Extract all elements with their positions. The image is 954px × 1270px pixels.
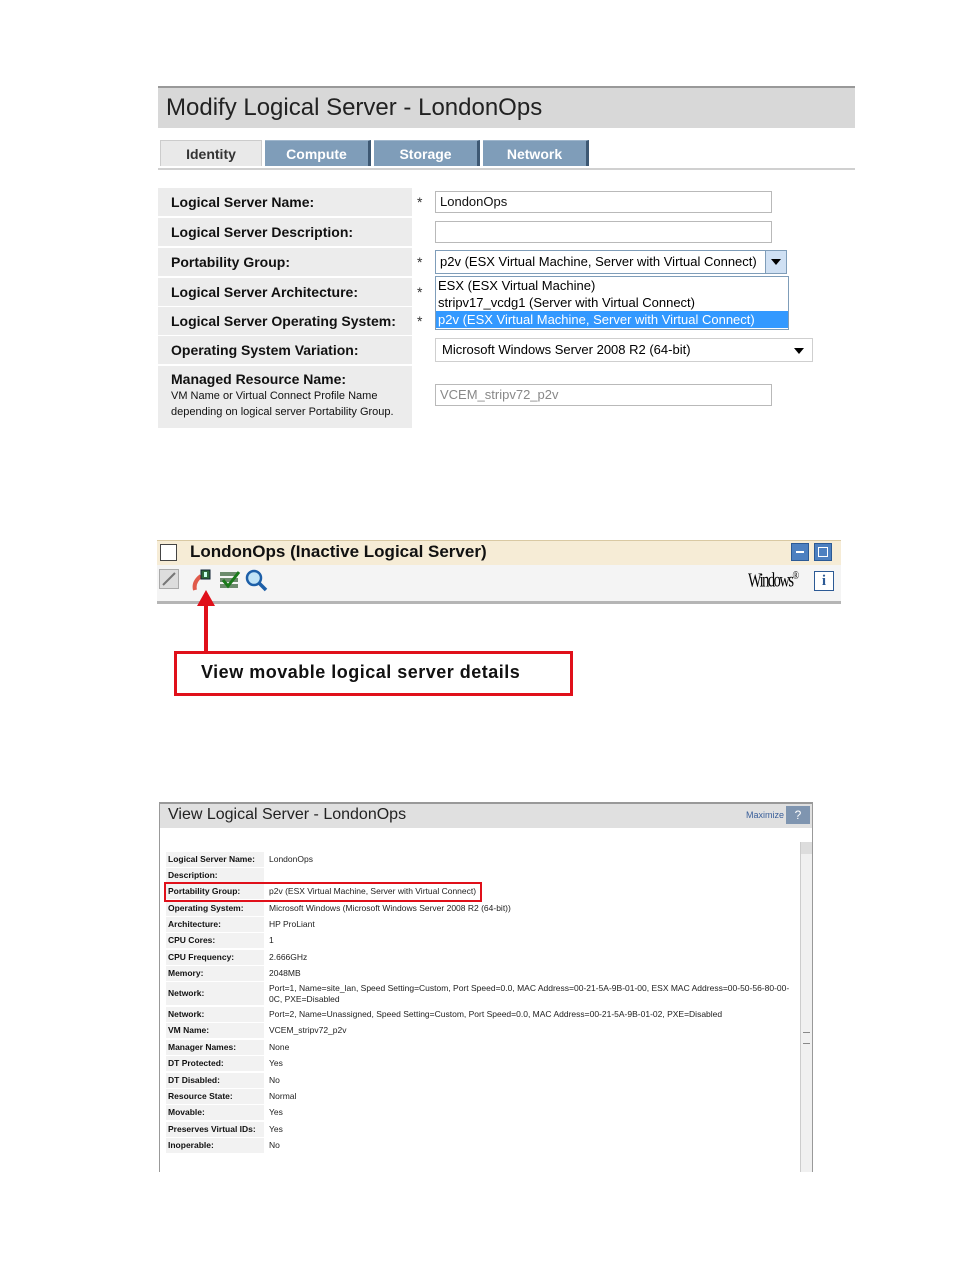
windows-logo-text: Windows bbox=[748, 569, 793, 592]
detail-label: Preserves Virtual IDs: bbox=[166, 1122, 264, 1137]
view-logical-server-panel bbox=[159, 802, 813, 1172]
required-marker: * bbox=[417, 313, 423, 329]
modify-panel-titlebar bbox=[158, 86, 855, 128]
detail-row bbox=[166, 982, 794, 1006]
detail-value: Microsoft Windows (Microsoft Windows Server 2008 R2 (64-bit)) bbox=[269, 903, 511, 913]
tile-title: LondonOps (Inactive Logical Server) bbox=[190, 542, 487, 561]
detail-row bbox=[166, 1023, 794, 1039]
windows-logo bbox=[748, 568, 798, 593]
detail-label: Inoperable: bbox=[166, 1138, 264, 1153]
required-marker: * bbox=[417, 194, 423, 210]
os-variation-label: Operating System Variation: bbox=[158, 336, 412, 364]
detail-row bbox=[166, 950, 794, 966]
detail-row bbox=[166, 1073, 794, 1089]
detail-label: Resource State: bbox=[166, 1089, 264, 1104]
detail-row bbox=[166, 901, 794, 917]
vertical-scrollbar[interactable] bbox=[800, 842, 812, 1172]
detail-value: Port=1, Name=site_lan, Speed Setting=Custom, Port Speed=0.0, MAC Address=00-21-5A-9B-01-00, ESX MAC Address=00-50-56-80-00-0C, PXE=Disabled bbox=[269, 983, 790, 1004]
detail-label: Movable: bbox=[166, 1105, 264, 1120]
detail-value: 2.666GHz bbox=[269, 952, 308, 962]
portability-group-highlight bbox=[164, 882, 482, 902]
tile-header bbox=[157, 540, 841, 565]
managed-resource-input: VCEM_stripv72_p2v bbox=[435, 384, 772, 406]
server-description-input[interactable] bbox=[435, 221, 772, 243]
dropdown-arrow-icon[interactable] bbox=[765, 251, 786, 273]
select-checkbox[interactable] bbox=[160, 544, 177, 561]
tab-storage[interactable]: Storage bbox=[374, 140, 480, 166]
detail-row bbox=[166, 1138, 794, 1154]
detail-label: Portability Group: bbox=[166, 884, 264, 899]
managed-resource-help-2: depending on logical server Portability Group. bbox=[171, 406, 394, 418]
tab-identity[interactable]: Identity bbox=[160, 140, 262, 166]
detail-row bbox=[166, 1122, 794, 1138]
option-esx[interactable]: ESX (ESX Virtual Machine) bbox=[438, 278, 596, 293]
detail-row bbox=[166, 852, 794, 868]
view-panel-title: View Logical Server - LondonOps bbox=[168, 806, 407, 823]
search-icon[interactable] bbox=[243, 567, 269, 593]
maximize-link[interactable]: Maximize bbox=[746, 810, 785, 820]
detail-value: VCEM_stripv72_p2v bbox=[269, 1025, 347, 1035]
option-stripv17[interactable]: stripv17_vcdg1 (Server with Virtual Connect) bbox=[438, 295, 695, 310]
option-p2v[interactable]: p2v (ESX Virtual Machine, Server with Virtual Connect) bbox=[436, 311, 788, 328]
portability-group-selected: p2v (ESX Virtual Machine, Server with Virtual Connect) bbox=[440, 254, 757, 269]
detail-row bbox=[166, 1056, 794, 1072]
detail-value: p2v (ESX Virtual Machine, Server with Virtual Connect) bbox=[269, 886, 477, 896]
callout-arrow bbox=[196, 590, 216, 652]
portability-group-label: Portability Group: bbox=[158, 248, 412, 276]
detail-value: Yes bbox=[269, 1058, 283, 1068]
detail-label: Memory: bbox=[166, 966, 264, 981]
page-title: Modify Logical Server - LondonOps bbox=[166, 94, 543, 121]
edit-icon[interactable] bbox=[159, 569, 179, 589]
operating-system-label: Logical Server Operating System: bbox=[158, 307, 412, 335]
detail-row bbox=[166, 966, 794, 982]
detail-label: DT Disabled: bbox=[166, 1073, 264, 1088]
detail-row bbox=[166, 933, 794, 949]
detail-value: No bbox=[269, 1140, 280, 1150]
detail-row bbox=[166, 1105, 794, 1121]
help-button[interactable]: ? bbox=[786, 806, 810, 824]
detail-label: DT Protected: bbox=[166, 1056, 264, 1071]
view-panel-header bbox=[160, 802, 812, 828]
detail-label: Architecture: bbox=[166, 917, 264, 932]
tab-network[interactable]: Network bbox=[483, 140, 589, 166]
detail-value: Yes bbox=[269, 1124, 283, 1134]
tab-bar bbox=[158, 138, 855, 170]
detail-value: 2048MB bbox=[269, 968, 301, 978]
detail-label: Description: bbox=[166, 868, 264, 883]
os-variation-selected: Microsoft Windows Server 2008 R2 (64-bit) bbox=[442, 342, 691, 357]
architecture-label: Logical Server Architecture: bbox=[158, 278, 412, 306]
windows-logo-mark: ® bbox=[792, 568, 798, 582]
required-marker: * bbox=[417, 284, 423, 300]
portability-group-options[interactable] bbox=[435, 276, 789, 330]
server-description-label: Logical Server Description: bbox=[158, 218, 412, 246]
info-icon-label: i bbox=[821, 573, 827, 589]
info-icon[interactable] bbox=[814, 571, 834, 591]
detail-label: Logical Server Name: bbox=[166, 852, 264, 867]
detail-label: Operating System: bbox=[166, 901, 264, 916]
detail-label: VM Name: bbox=[166, 1023, 264, 1038]
tab-compute[interactable]: Compute bbox=[265, 140, 371, 166]
detail-label: Network: bbox=[166, 982, 264, 1005]
tile-toolbar bbox=[157, 565, 841, 604]
modify-logical-server-panel bbox=[158, 86, 855, 430]
detail-label: CPU Cores: bbox=[166, 933, 264, 948]
detail-label: Network: bbox=[166, 1007, 264, 1022]
managed-resource-help-1: VM Name or Virtual Connect Profile Name bbox=[171, 390, 378, 402]
server-list-check-icon[interactable] bbox=[217, 568, 243, 594]
detail-row bbox=[166, 1089, 794, 1105]
detail-row bbox=[166, 1007, 794, 1023]
callout-box bbox=[174, 651, 573, 696]
detail-value: Normal bbox=[269, 1091, 297, 1101]
server-name-label: Logical Server Name: bbox=[158, 188, 412, 216]
os-variation-select[interactable] bbox=[435, 338, 813, 362]
detail-value: Yes bbox=[269, 1107, 283, 1117]
minimize-icon[interactable] bbox=[791, 543, 809, 561]
callout-text: View movable logical server details bbox=[201, 662, 521, 682]
maximize-icon[interactable] bbox=[814, 543, 832, 561]
portability-group-select[interactable] bbox=[435, 250, 787, 274]
detail-value: HP ProLiant bbox=[269, 919, 315, 929]
detail-row bbox=[166, 1040, 794, 1056]
detail-label: CPU Frequency: bbox=[166, 950, 264, 965]
managed-resource-label-block bbox=[158, 366, 412, 428]
inactive-logical-server-tile bbox=[157, 540, 841, 604]
detail-label: Manager Names: bbox=[166, 1040, 264, 1055]
managed-resource-label: Managed Resource Name: bbox=[171, 371, 347, 387]
detail-value: Port=2, Name=Unassigned, Speed Setting=Custom, Port Speed=0.0, MAC Address=00-21-5A-9B-01-02, PXE=Disabled bbox=[269, 1009, 723, 1019]
detail-value: LondonOps bbox=[269, 854, 313, 864]
detail-value: None bbox=[269, 1042, 290, 1052]
detail-row bbox=[166, 917, 794, 933]
chevron-down-icon bbox=[794, 348, 804, 354]
detail-value: No bbox=[269, 1075, 280, 1085]
required-marker: * bbox=[417, 254, 423, 270]
detail-value: 1 bbox=[269, 935, 274, 945]
server-name-input[interactable]: LondonOps bbox=[435, 191, 772, 213]
